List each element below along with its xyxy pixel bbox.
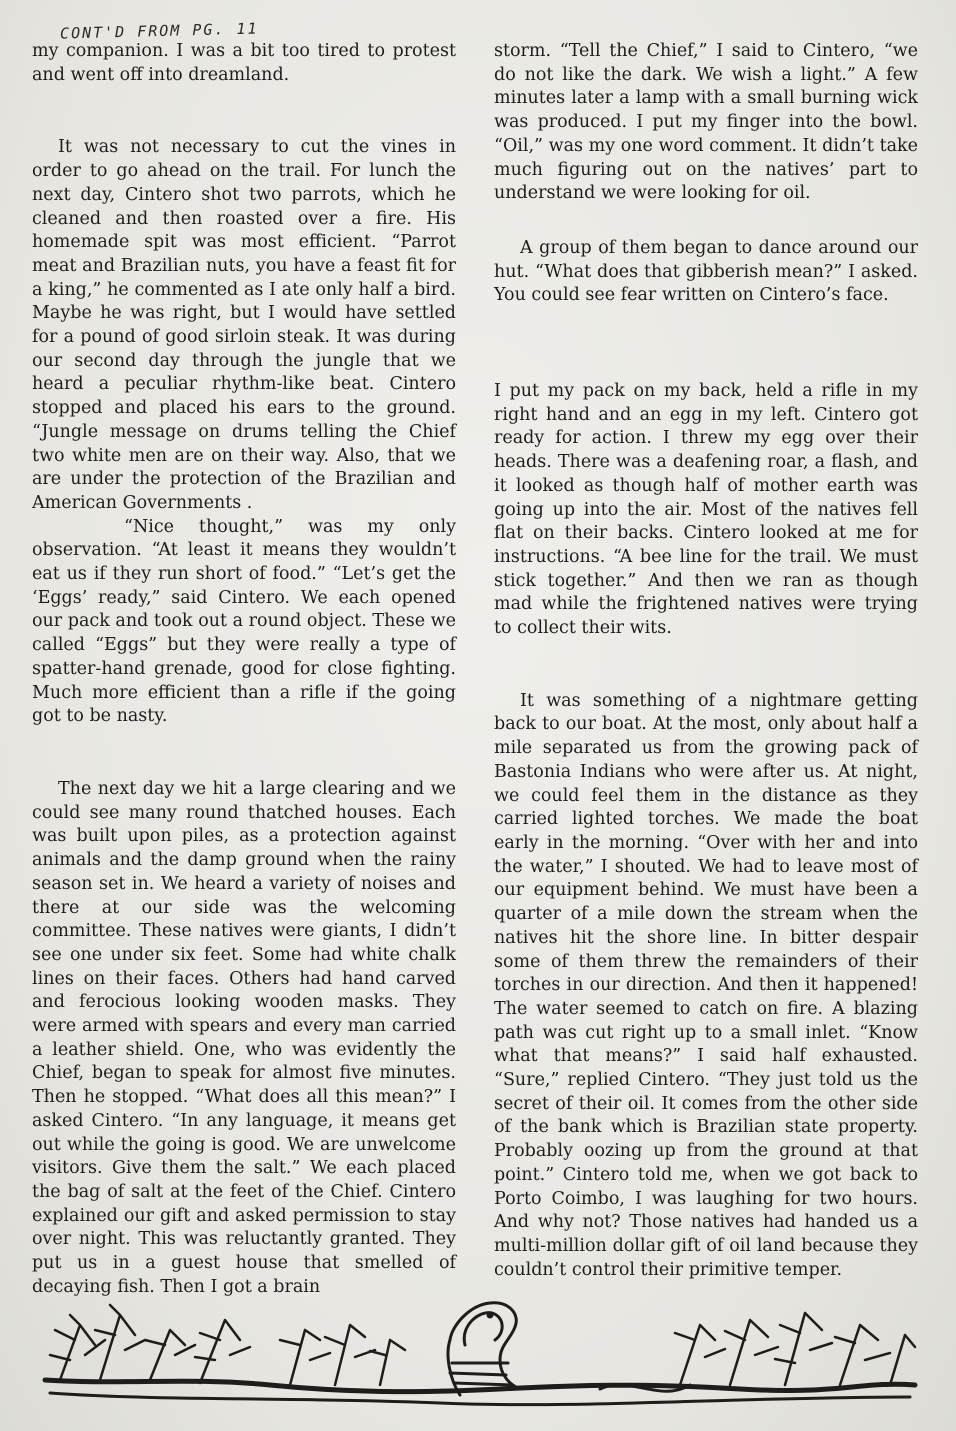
left-plant-icon (50, 1305, 250, 1383)
jungle-snake-illustration (40, 1285, 920, 1411)
paragraph: The next day we hit a large clearing and we could see many round thatched houses. Each was built upon piles, as a protection against animals and the damp ground when the rainy season set in. We heard a variety of noises and there at our side was the welcoming committee. These natives were giants, I didn’t see one under six feet. Some had white chalk lines on their faces. Others had hand carved and ferocious looking wooden masks. They were armed with spears and every man carried a leather shield. One, who was evidently the Chief, began to speak for almost five minutes. Then he stopped. “What does all this mean?” I asked Cintero. “In any language, it means get out while the going is good. We are unwelcome visitors. Give them the salt.” We each placed the bag of salt at the feet of the Chief. Cintero explained our gift and asked permission to stay over night. This was reluctantly granted. They put us in a guest house that smelled of decaying fish. Then I got a brain (32, 778, 456, 1297)
right-plant-icon (675, 1313, 915, 1385)
paragraph: A group of them began to dance around our hut. “What does that gibberish mean?” I asked. You could see fear written on Cintero’s face. (494, 237, 918, 306)
handwritten-continuation-note: CONT'D FROM PG. 11 (59, 19, 259, 43)
cobra-snake-icon (448, 1303, 520, 1395)
vine-ground-shadow (50, 1393, 910, 1405)
paragraph: storm. “Tell the Chief,” I said to Cintero, “we do not like the dark. We wish a light.” A few minutes later a lamp with a small burning wick was produced. I put my finger into the bowl. “Oil,” was my one word comment. It didn’t take much figuring out on the natives’ part to understand we were looking for oil. (494, 41, 918, 204)
middle-plant-icon (280, 1325, 405, 1385)
left-column (32, 40, 456, 1299)
paragraph: It was something of a nightmare getting back to our boat. At the most, only about half a mile separated us from the growing pack of Bastonia Indians who were after us. At night, we could feel them in the distance as they carried lighted torches. We made the boat early in the morning. “Over with her and into the water,” I shouted. We had to leave most of our equipment behind. We must have been a quarter of a mile down the stream when the natives hit the shore line. In bitter despair some of them threw the remainders of their torches in our direction. And then it happened! The water seemed to catch on fire. A blazing path was cut right up to a small inlet. “Know what that means?” I said half exhausted. “Sure,” replied Cintero. “They just told us the secret of their oil. It comes from the other side of the bank which is Brazilian state property. Probably oozing up from the ground at that point.” Cintero told me, when we got back to Porto Coimbo, I was laughing for two hours. And why not? Those natives had handed us a multi-million dollar gift of oil land because they couldn’t control their primitive temper. (494, 690, 918, 1280)
right-column (494, 40, 918, 1282)
paragraph: It was not necessary to cut the vines in order to go ahead on the trail. For lunch the next day, Cintero shot two parrots, which he cleaned and then roasted over a fire. His homemade spit was most efficient. “Parrot meat and Brazilian nuts, you have a feast fit for a king,” he commented as I ate only half a bird. Maybe he was right, but I would have settled for a pound of good sirloin steak. It was during our second day through the jungle that we heard a peculiar rhythm-like beat. Cintero stopped and placed his ears to the ground. “Jungle message on drums telling the Chief two white men are on their way. Also, that we are under the protection of the Brazilian and American Governments . (32, 137, 456, 513)
paragraph: “Nice thought,” was my only observation. “At least it means they wouldn’t eat us if they run short of food.” “Let’s get the ‘Eggs’ ready,” said Cintero. We each opened our pack and took out a round object. These we called “Eggs” but they were really a type of spatter-hand grenade, good for close fighting. Much more efficient than a rifle if the going got to be nasty. (32, 516, 456, 727)
paragraph: I put my pack on my back, held a rifle in my right hand and an egg in my left. Cintero got ready for action. I threw my egg over their heads. There was a deafening roar, a flash, and it looked as though half of mother earth was going up into the air. Most of the natives fell flat on their backs. Cintero looked at me for instructions. “A bee line for the trail. We must stick together.” And then we ran as though mad while the frightened natives were trying to collect their wits. (494, 381, 918, 639)
paragraph: my companion. I was a bit too tired to protest and went off into dreamland. (32, 41, 456, 85)
